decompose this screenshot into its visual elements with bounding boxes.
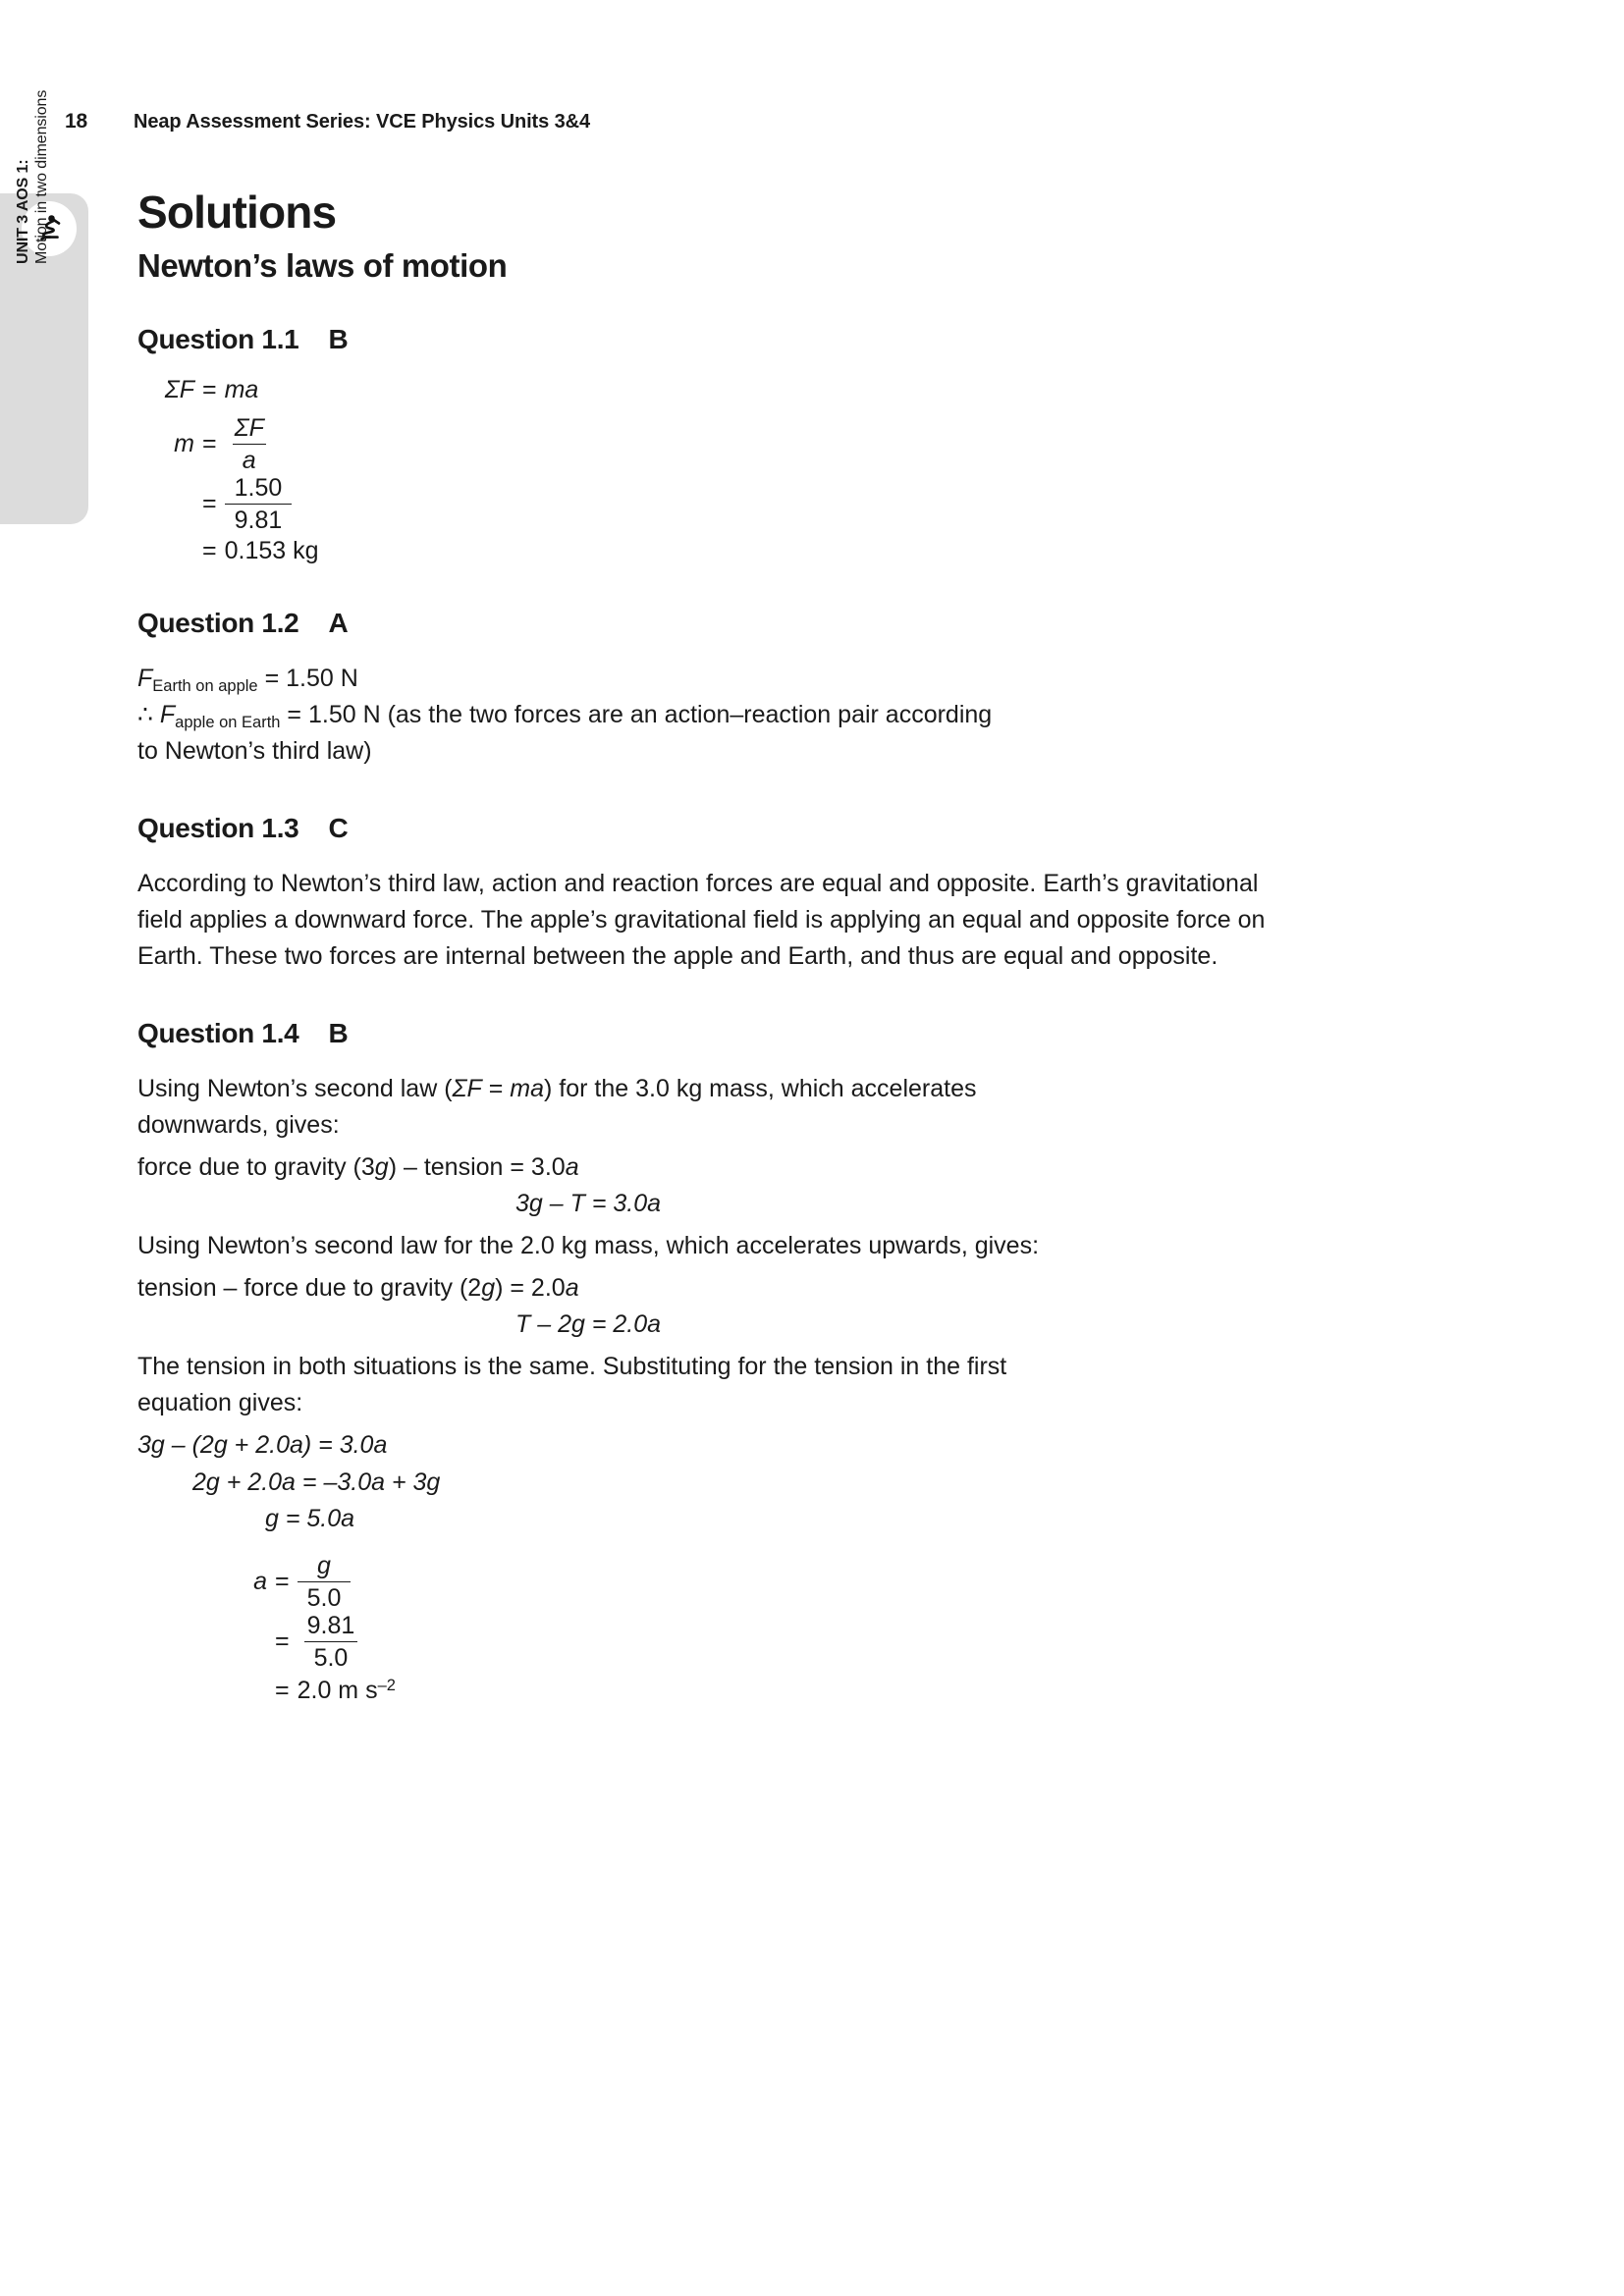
final-derivation <box>137 1427 1434 1704</box>
question-answer: B <box>328 1018 349 1049</box>
fraction <box>225 414 274 474</box>
substitution-intro-line-1: The tension in both situations is the same. Substituting for the tension in the first <box>137 1353 1007 1381</box>
second-law-intro-2kg: Using Newton’s second law for the 2.0 kg mass, which accelerates upwards, gives: <box>137 1232 1040 1260</box>
math-lhs: m <box>174 429 194 457</box>
a-symbol: a <box>565 1153 579 1182</box>
fraction <box>298 1612 365 1672</box>
equation-text: 3g – T = 3.0a <box>515 1190 662 1218</box>
value-text: 2.0 m s <box>297 1676 378 1704</box>
math-row-numeric-fraction <box>137 474 1434 534</box>
equals-sign: = <box>202 489 217 517</box>
math-lhs: ΣF <box>164 376 194 404</box>
intro-text-a: Using Newton’s second law ( <box>137 1075 453 1103</box>
fraction <box>298 1552 352 1612</box>
g-symbol: g <box>481 1274 496 1303</box>
equals-sign: = <box>202 429 217 457</box>
explanation-paragraph: According to Newton’s third law, action and reaction forces are equal and opposite. Earth’s gravitational field applies a downward force. The apple’s gravitational field is applying an equal and opposite force on Earth. These two forces are internal between the apple and Earth, and thus are equal and opposite. <box>137 870 1266 971</box>
equals-sign: = <box>275 1627 290 1655</box>
force-symbol: F <box>159 701 176 729</box>
equation-text: 2g + 2.0a = –3.0a + 3g <box>192 1468 441 1496</box>
equation-text: T – 2g = 2.0a <box>515 1310 662 1339</box>
force-subscript: Earth on apple <box>152 677 258 696</box>
topic-title: Newton’s laws of motion <box>137 246 508 284</box>
equation-3g-minus-t <box>137 1186 1434 1222</box>
equals-sign: = <box>202 376 217 404</box>
force-value-explanation: = 1.50 N (as the two forces are an action–reaction pair according <box>280 701 993 729</box>
equation-text: g = 5.0a <box>265 1505 355 1533</box>
newtons-third-law-continuation: to Newton’s third law) <box>137 737 372 766</box>
question-heading <box>137 1018 1434 1049</box>
fraction-denominator: 5.0 <box>298 1581 352 1612</box>
fraction-denominator: 9.81 <box>225 504 293 534</box>
equals-sign: = <box>275 1567 290 1595</box>
g-symbol: g <box>374 1153 389 1182</box>
force-subscript: apple on Earth <box>175 714 281 732</box>
sigma-f-symbol: ΣF <box>452 1075 482 1103</box>
math-row-m-equals-fraction <box>137 414 1434 474</box>
equation-t-minus-2g <box>137 1307 1434 1343</box>
question-block-1-2 <box>137 608 1434 770</box>
question-block-1-1 <box>137 324 1434 564</box>
force-symbol: F <box>137 665 153 693</box>
header-title: Neap Assessment Series: VCE Physics Units 3&4 <box>134 111 590 133</box>
force-earth-on-apple-line <box>137 661 1434 697</box>
equation-rearranged <box>137 1465 1434 1502</box>
fraction-denominator: a <box>233 444 266 474</box>
eq-text-b: ) = 2.0 <box>495 1274 566 1303</box>
substitution-intro-line-2: equation gives: <box>137 1389 303 1417</box>
a-symbol: a <box>565 1274 579 1303</box>
second-law-intro-line-1 <box>137 1071 1434 1107</box>
question-label: Question 1.2 <box>137 608 299 639</box>
page-number: 18 <box>65 110 87 133</box>
fraction <box>225 474 293 534</box>
exponent: –2 <box>377 1677 396 1695</box>
intro-text-b: ) for the 3.0 kg mass, which accelerates <box>544 1075 977 1103</box>
equation-g-equals-5a <box>137 1501 1434 1538</box>
question-heading <box>137 324 1434 355</box>
math-row-final-result <box>137 1678 1434 1705</box>
fraction-numerator: 1.50 <box>234 473 283 502</box>
equation-force-gravity-3g <box>137 1149 1434 1186</box>
eq-text-a: force due to gravity (3 <box>137 1153 375 1182</box>
question-heading <box>137 608 1434 639</box>
question-heading <box>137 813 1434 844</box>
side-tab-topic-line: Motion in two dimensions <box>32 89 50 264</box>
equation-tension-minus-gravity-2g <box>137 1270 1434 1307</box>
question-answer: C <box>328 813 349 844</box>
equation-substituted <box>137 1427 1434 1465</box>
math-result-value: 0.153 kg <box>224 536 319 564</box>
fraction-numerator: g <box>317 1551 331 1579</box>
math-row-a-equals-fraction <box>137 1552 1434 1612</box>
equals-text: = <box>481 1075 511 1103</box>
therefore-symbol: ∴ <box>137 701 160 729</box>
eq-text-a: tension – force due to gravity (2 <box>137 1274 482 1303</box>
equation-text: 3g – (2g + 2.0a) = 3.0a <box>137 1431 388 1460</box>
fraction-numerator: ΣF <box>234 413 264 442</box>
final-acceleration-value <box>298 1678 396 1705</box>
math-derivation-1-1 <box>137 377 1434 564</box>
fraction-numerator: 9.81 <box>306 1611 355 1639</box>
question-label: Question 1.3 <box>137 813 299 844</box>
main-content <box>137 187 1434 1704</box>
fraction-denominator: 5.0 <box>304 1641 358 1672</box>
question-label: Question 1.4 <box>137 1018 299 1049</box>
question-block-1-3 <box>137 813 1434 975</box>
page-header <box>65 110 590 133</box>
force-apple-on-earth-line <box>137 697 1434 733</box>
eq-text-b: ) – tension = 3.0 <box>388 1153 566 1182</box>
equals-sign: = <box>275 1676 290 1704</box>
side-tab-unit-line: UNIT 3 AOS 1: <box>14 159 31 264</box>
equals-sign: = <box>202 536 217 564</box>
math-row-numeric-fraction <box>137 1612 1434 1672</box>
force-value: = 1.50 N <box>257 665 358 693</box>
question-label: Question 1.1 <box>137 324 299 355</box>
math-rhs: ma <box>224 376 259 404</box>
ma-symbol: ma <box>510 1075 545 1103</box>
math-row-result <box>137 538 1434 565</box>
side-tab-label <box>0 19 65 264</box>
question-answer: B <box>328 324 349 355</box>
question-block-1-4 <box>137 1018 1434 1704</box>
question-answer: A <box>328 608 349 639</box>
page-title: Solutions <box>137 187 337 238</box>
math-lhs: a <box>253 1567 267 1595</box>
math-row-sum-f <box>137 377 1434 404</box>
second-law-intro-line-2: downwards, gives: <box>137 1111 340 1140</box>
